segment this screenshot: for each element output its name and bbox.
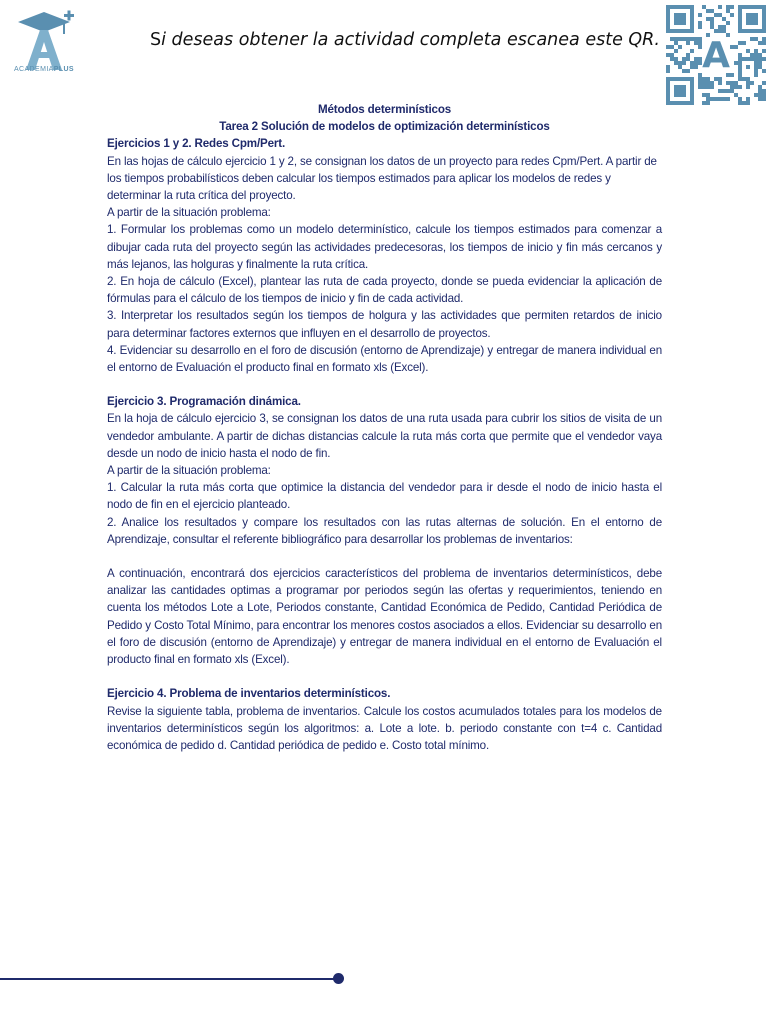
section-2-item-1: 1. Calcular la ruta más corta que optimice la distancia del vendedor para ir desde el nodo de inicio hasta el nodo de fin en el ejercicio planteado. — [107, 481, 662, 512]
doc-title: Métodos determinísticos — [317, 103, 452, 116]
section-2-item-2: 2. Analice los resultados y compare los resultados con las rutas alternas de solución. En el entorno de Aprendizaje, consultar el referente bibliográfico para desarrollar los problemas de inventarios: — [107, 515, 662, 546]
logo-text-plus: PLUS — [53, 66, 75, 73]
section-1-item-2: 2. En hoja de cálculo (Excel), plantear las ruta de cada proyecto, donde se pueda evidenciar la aplicación de fórmulas para el cálculo de los tiempos de inicio y fin de cada actividad. — [107, 275, 662, 306]
section-2-lead: A partir de la situación problema: — [107, 464, 271, 478]
header-note — [150, 30, 660, 50]
section-4-heading: Ejercicio 4. Problema de inventarios determinísticos. — [107, 687, 391, 701]
spacer — [107, 548, 662, 565]
section-2-paragraph: En la hoja de cálculo ejercicio 3, se consignan los datos de una ruta usada para cubrir los sitios de visita de un vendedor ambulante. A partir de dichas distancias calcule la ruta más corta que permite que el vendedor vaya desde un nodo de inicio hasta el nodo de fin. — [107, 412, 662, 460]
qr-logo-glyph: A — [702, 35, 730, 76]
spacer — [107, 376, 662, 393]
section-1-heading: Ejercicios 1 y 2. Redes Cpm/Pert. — [107, 137, 286, 151]
document-body — [107, 101, 662, 754]
section-1-lead: A partir de la situación problema: — [107, 206, 271, 220]
section-2-heading: Ejercicio 3. Programación dinámica. — [107, 395, 301, 409]
qr-code[interactable] — [666, 4, 766, 106]
section-1-item-3: 3. Interpretar los resultados según los tiempos de holgura y las actividades que permiten retardos de inicio para determinar factores externos que influyen en el desarrollo de proyectos. — [107, 309, 662, 340]
section-1-item-4: 4. Evidenciar su desarrollo en el foro de discusión (entorno de Aprendizaje) y entregar de manera individual en el entorno de Evaluación el producto final en formato xls (Excel). — [107, 343, 662, 375]
footer-dot — [333, 973, 344, 984]
section-1-item-1: 1. Formular los problemas como un modelo determinístico, calcule los tiempos estimados para comenzar a dibujar cada ruta del proyecto según las actividades predecesoras, los tiempos de inicio y fin más cercanos y más lejanos, las holguras y finalmente la ruta crítica. — [107, 223, 662, 271]
logo-text-academia: ACADEMIA — [13, 66, 54, 73]
section-1-paragraph: En las hojas de cálculo ejercicio 1 y 2, se consignan los datos de un proyecto para redes Cpm/Pert. A partir de los tiempos probabilísticos deben calcular los tiempos estimados para aplicar los modelos de redes y determinar la ruta crítica del proyecto. — [107, 154, 657, 203]
doc-subtitle: Tarea 2 Solución de modelos de optimización determinísticos — [219, 120, 550, 134]
spacer — [107, 668, 662, 685]
logo-wordmark — [8, 66, 80, 73]
section-4-paragraph: Revise la siguiente tabla, problema de inventarios. Calcule los costos acumulados totales para los modelos de inventarios determinísticos según los algoritmos: a. Lote a lote. b. periodo constante con t=4 c. Cantidad económica de pedido d. Cantidad periódica de pedido e. Costo total mínimo. — [107, 704, 662, 752]
header-note-rest: i deseas obtener la actividad completa escanea este QR. — [161, 30, 660, 50]
footer-line — [0, 978, 340, 980]
section-3-paragraph: A continuación, encontrará dos ejercicios característicos del problema de inventarios determinísticos, debe analizar las cantidades optimas a programar por periodos según las ofertas y requerimientos, teniendo en cuenta los métodos Lote a Lote, Periodos constante, Cantidad Económica de Pedido, Cantidad Periódica de Pedido y Costo Total Mínimo, para encontrar los menores costos asociados a ellos. Evidenciar su desarrollo en el foro de discusión (entorno de Aprendizaje) y entregar de manera individual en el entorno de Evaluación el producto final en formato xls (Excel). — [107, 567, 662, 667]
header-note-first: S — [150, 30, 162, 50]
